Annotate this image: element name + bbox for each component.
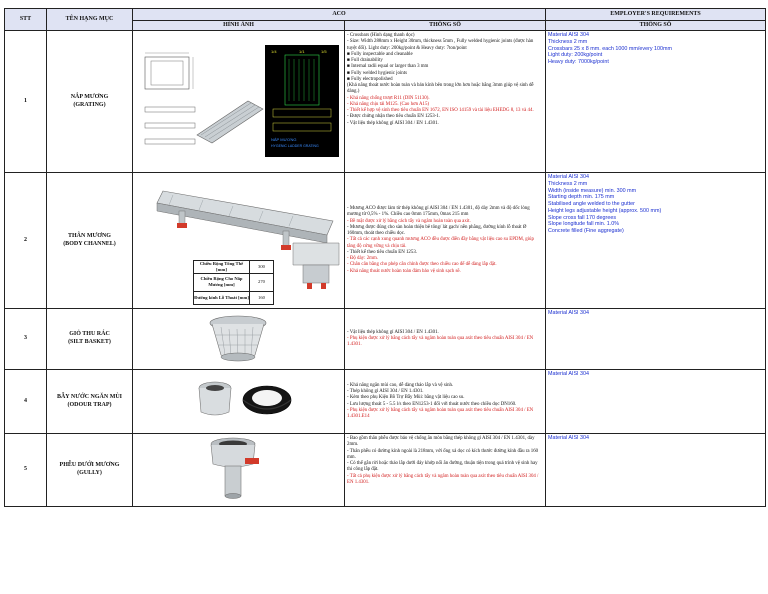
spec-line: - Vật liệu thép không gỉ AISI 304 / EN 1.4301. xyxy=(347,329,439,335)
row-stt: 5 xyxy=(5,434,47,507)
spec-line: - Thép không gỉ AISI 304 / EN 1.4301. xyxy=(347,388,424,394)
drawing-scale-label: 1/4 xyxy=(271,49,277,54)
row-stt: 1 xyxy=(5,31,47,173)
header-item-name: TÊN HẠNG MỤC xyxy=(47,9,133,31)
spec-line: ■ Fully electropolished xyxy=(347,76,393,82)
requirement-line: Starting depth min. 175 mm xyxy=(548,194,615,201)
row-requirements xyxy=(546,434,766,507)
spec-line: ■ Full drainability xyxy=(347,58,383,64)
spec-line: - Kèm theo phụ Kiện Bồ Trợ Bẫy Mùi: bằng vật liệu cao su. xyxy=(347,395,465,401)
spec-line: - Crossbars (Hình dạng thanh dọc) xyxy=(347,33,415,38)
spec-line: ■ Fully welded hygienic joints xyxy=(347,70,408,76)
requirement-line: Material AISI 304 xyxy=(548,310,590,316)
spec-line-highlight: - Khả năng chống trượt R11 (DIN 51130). xyxy=(347,95,430,101)
gully-image xyxy=(133,434,345,507)
spec-line-highlight: - Tất cả phụ kiện được xử lý bằng cách tẩy và ngâm hoàn toàn qua axit theo tiêu chuẩn AISI 304 / EN 1.4301. xyxy=(347,473,539,485)
drawing-subtitle: HYGENIC LADDER GRATING xyxy=(271,144,319,148)
row-requirements xyxy=(546,31,766,173)
requirement-line: Crossbars 25 x 8 mm. each 1000 mm/every 100mm xyxy=(548,45,673,52)
requirement-line: Width (inside measure) min. 300 mm xyxy=(548,187,637,194)
row-stt: 2 xyxy=(5,173,47,309)
header-specs: THÔNG SỐ xyxy=(345,21,546,31)
dimension-value: 300 xyxy=(250,261,274,274)
row-item-name: PHỄU DƯỚI MƯƠNG (GULLY) xyxy=(47,434,133,507)
header-stt: STT xyxy=(5,9,47,31)
requirement-line: Material AISI 304 xyxy=(548,32,590,38)
spec-line: (Khả năng thoát nước hoàn toàn và bán kính bên trong lớn hơn hoặc bằng 3mm giúp vệ sinh dễ dàng.) xyxy=(347,83,534,95)
requirement-line: Concrete filled (Fine aggregate) xyxy=(548,228,624,234)
grating-drawing xyxy=(133,31,344,172)
gully-photo xyxy=(133,434,344,506)
odour-trap-images xyxy=(133,370,345,434)
requirement-line: Material AISI 304 xyxy=(548,174,590,180)
row-item-name: THÂN MƯƠNG (BODY CHANNEL) xyxy=(47,173,133,309)
header-employer-requirements: EMPLOYER'S REQUIREMENTS xyxy=(546,9,766,21)
row-item-name: BẪY NƯỚC NGĂN MÙI (ODOUR TRAP) xyxy=(47,370,133,434)
spec-line-highlight: - Thiết kế hợp vệ sinh theo tiêu chuẩn EN 1672, EN ISO 14159 và tài liệu EHEDG 8, 13 và 44. xyxy=(347,108,534,114)
channel-dimensions-table xyxy=(193,260,274,305)
grating-images xyxy=(133,31,345,173)
spec-line-highlight: - Phụ kiện được xử lý bằng cách tẩy và ngâm hoàn toàn qua axit theo tiêu chuẩn AISI 304 / EN 1.4301.E14 xyxy=(347,407,534,420)
row-stt: 4 xyxy=(5,370,47,434)
spec-line: ■ Internal radii equal or larger than 3 mm xyxy=(347,64,429,70)
spec-line: - Thiết kế theo tiêu chuẩn EN 1253. xyxy=(347,249,417,255)
row-specs xyxy=(345,434,546,507)
row-requirements xyxy=(546,309,766,370)
spec-line: - Vật liệu thép không gỉ AISI 304 / EN 1.4301. xyxy=(347,120,439,126)
table-row xyxy=(5,173,766,309)
silt-basket-image xyxy=(133,309,345,370)
dimension-label: Chiều Rộng Cho Nắp Mương [mm] xyxy=(194,273,250,291)
spec-line-highlight: - Độ dày: 2mm. xyxy=(347,256,378,262)
spec-line: - Được chứng nhận theo tiêu chuẩn EN 1253-1. xyxy=(347,114,441,120)
requirement-line: Heavy duty: 7000kg/point xyxy=(548,59,609,65)
drawing-title: NẮP MƯƠNG xyxy=(271,137,297,142)
header-image: HÌNH ẢNH xyxy=(133,21,345,31)
requirement-line: Slope longitude fall min. 1.0% xyxy=(548,221,620,228)
drawing-scale-label: 1/5 xyxy=(321,49,327,54)
requirement-line: Thickness 2 mm xyxy=(548,38,588,45)
spec-line: - Bao gồm thân phễu được bảo vệ chống ăn mòn bằng thép không gỉ AISI 304 / EN 1.4301, dày 2mm. xyxy=(347,436,535,448)
row-item-name: NẮP MƯƠNG (GRATING) xyxy=(47,31,133,173)
spec-line-highlight: - Khả năng thoát nước hoàn toàn đảm bảo vệ sinh sạch sẽ. xyxy=(347,268,461,274)
row-item-name: GIỎ THU RÁC (SILT BASKET) xyxy=(47,309,133,370)
spec-line: - Lưu lượng thoát 5 - 5.5 l/s theo EN1253-1 đối với thoát nước theo chiều dọc DN160. xyxy=(347,401,517,407)
spec-line: - Mương ACO được làm từ thép không gỉ AISI 304 / EN 1.4301, độ dày 2mm và độ dốc lòng mương từ 0,5% - 1%. Chiều cao 0mm 175mm, 0max 215 mm xyxy=(347,206,530,218)
table-row xyxy=(5,434,766,507)
spec-line: - Có thể gắn rời hoặc tháo lắp dưới đáy khớp nối ăn đường, thuận tiện trong quá trình vệ sinh hay thi công lắp đặt. xyxy=(347,461,538,473)
spec-line: - Khả năng ngăn mùi cao, dễ dàng tháo lắp và vệ sinh. xyxy=(347,382,454,388)
spec-sheet xyxy=(4,8,766,507)
dimension-value: 270 xyxy=(250,273,274,291)
row-requirements xyxy=(546,173,766,309)
spec-line-highlight: - Khả năng chịu tải M125. (Cao hơn A15) xyxy=(347,101,430,107)
silt-basket-photo xyxy=(133,309,344,369)
row-requirements xyxy=(546,370,766,434)
row-specs xyxy=(345,370,546,434)
row-specs xyxy=(345,31,546,173)
spec-line-highlight: - Bề mặt được xử lý bằng cách tẩy và ngâm hoàn toàn qua axit. xyxy=(347,218,471,224)
dimension-value: 160 xyxy=(250,291,274,304)
requirement-line: Light duty: 200kg/point xyxy=(548,52,603,59)
spec-line-highlight: - Phụ kiện được xử lý bằng cách tẩy và ngâm hoàn toàn qua axit theo tiêu chuẩn AISI 304 / EN 1.4301. xyxy=(347,335,534,348)
requirement-line: Material AISI 304 xyxy=(548,435,590,441)
table-row xyxy=(5,370,766,434)
channel-images xyxy=(133,173,345,309)
drawing-scale-label: 1/1 xyxy=(299,49,305,54)
header-aco: ACO xyxy=(133,9,546,21)
requirement-line: Material AISI 304 xyxy=(548,371,590,377)
spec-table xyxy=(4,8,766,507)
requirement-line: Slope cross fall 170 degrees xyxy=(548,214,617,221)
header-employer-specs: THÔNG SỐ xyxy=(546,21,766,31)
requirement-line: Height legs adjustable height (approx. 500 mm) xyxy=(548,207,662,214)
spec-line: ■ Fully inspectable and cleanable xyxy=(347,51,413,57)
spec-line: - Thân phễu có đường kính ngoài là 218mm, với ống xả dọc có kích thước đường kính đầu ra 160 mm. xyxy=(347,448,539,460)
table-row xyxy=(5,309,766,370)
row-specs xyxy=(345,309,546,370)
spec-line-highlight: - Chân cân bằng cho phép căn chỉnh được theo chiều cao để dễ dàng lắp đặt. xyxy=(347,262,497,268)
row-specs xyxy=(345,173,546,309)
row-stt: 3 xyxy=(5,309,47,370)
requirement-line: Stabilised angle welded to the gutter xyxy=(548,201,635,207)
odour-trap-photos xyxy=(133,370,344,433)
spec-line-highlight: - Tất cả các cạnh xung quanh mương ACO đều được điền đầy bằng vật liệu cao su EPDM, giúp tăng độ cứng vững và chịu tải. xyxy=(347,237,534,249)
requirement-line: Thickness 2 mm xyxy=(548,180,588,187)
dimension-label: Đường kính Lỗ Thoát [mm] xyxy=(194,291,250,304)
spec-line: - Size: Width 288mm x Height 30mm, thickness 5mm , Fully welded hygienic joints (được hàn tuyệt đối). Light duty: 200kg/point & Heavy duty: 7ton/point xyxy=(347,39,534,51)
table-row xyxy=(5,31,766,173)
dimension-label: Chiều Rộng Tổng Thể [mm] xyxy=(194,261,250,274)
spec-line: - Mương được đúng cho sàn hoàn thiện bê tông/ lát gạch/ nền phẳng, đường kính lỗ thoát Ø 160mm, thoát theo chiều dọc. xyxy=(347,224,527,237)
